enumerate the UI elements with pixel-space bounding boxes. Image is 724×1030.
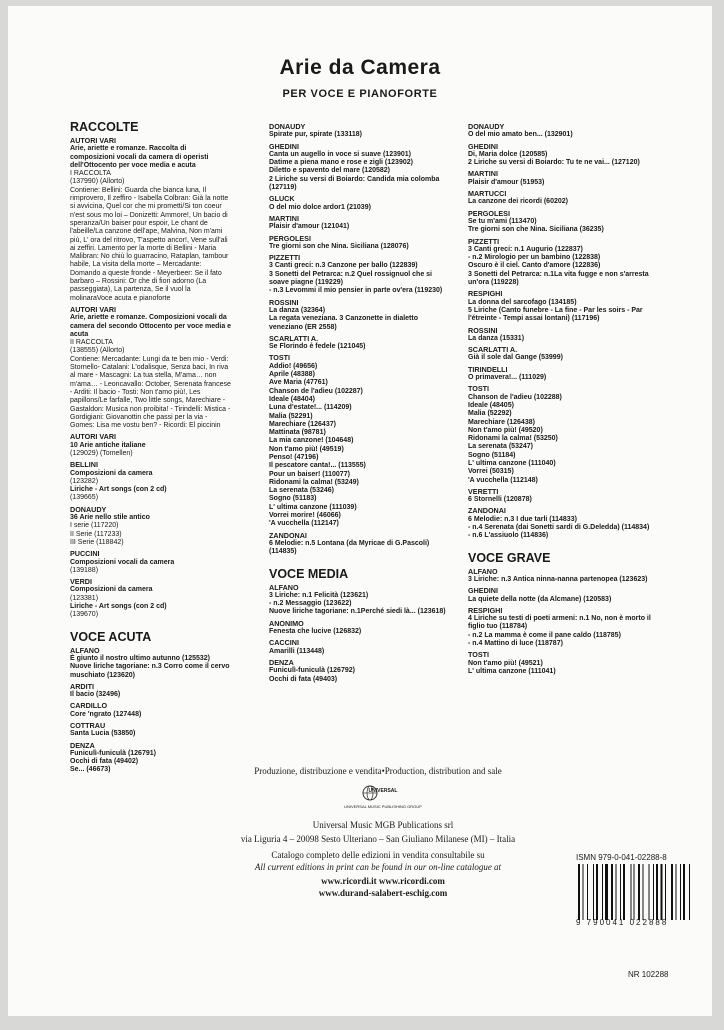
barcode-bar (596, 864, 598, 920)
composer-name: AUTORI VARI (70, 136, 117, 145)
composer-name: CARDILLO (70, 701, 108, 711)
composer-name: ZANDONAI (468, 506, 506, 516)
work-title: L' ultima canzone (111039) (269, 503, 357, 511)
website-durand-link[interactable]: www.durand-salabert-eschig.com (318, 888, 448, 898)
composer-name: GHEDINI (468, 586, 498, 596)
work-title: È giunto il nostro ultimo autunno (125532) (70, 654, 211, 662)
work-title: 10 Arie antiche italiane (70, 441, 146, 449)
work-detail: II Serie (117233) (70, 530, 122, 538)
barcode-bar (653, 864, 654, 920)
work-title: Chanson de l'adieu (102287) (269, 387, 363, 395)
work-title: 3 Liriche: n.3 Antica ninna-nanna partenopea (123623) (468, 575, 648, 583)
work-title: La canzone dei ricordi (60202) (468, 198, 568, 206)
work-detail: (139670) (70, 611, 99, 619)
composer-name: PIZZETTI (468, 236, 500, 246)
work-title: La mia canzone! (104648) (269, 437, 354, 445)
barcode-bar (602, 864, 603, 920)
work-title: - n.2 Mirologio per un bambino (122838) (468, 254, 601, 262)
work-title: Ideale (48405) (468, 401, 514, 409)
composer-name: GLUCK (269, 194, 295, 204)
composer-name: AUTORI VARI (70, 432, 117, 442)
composer-name: DONAUDY (269, 122, 306, 131)
work-title: Nuove liriche tagoriane: n.3 Corro come il cervo muschiato (123620) (70, 663, 230, 679)
work-title: Pour un baiser! (110077) (269, 470, 350, 478)
work-title: Di, Maria dolce (120585) (468, 150, 548, 158)
work-title: Amarilli (113448) (269, 647, 325, 655)
work-title: Chanson de l'adieu (102288) (468, 393, 562, 401)
work-detail: Contiene: Mercadante: Lungi da te ben mio - Verdi: Stornello- Catalani: L'odalisque, Senza baci, In riva al mare - Mascagni: La tua stella, M'ama… non m'ama… - Leoncavallo: October, Serenata francese - Arditi: Il bacio - Tosti: Non t'amo più!, Les papillons/Le farfalle, Two little songs, Marechiare - Gastaldon: Musica non proibita! - Tirindelli: Mistica - Gordigiani: Giovanottin che passi per la via - Gomes: Lisa me vostu ben? - Ricordi: El piccinin (70, 355, 231, 430)
barcode-bar (683, 864, 685, 920)
work-title: Arie, ariette e romanze. Composizioni vocali da camera del secondo Ottocento per voce media e acuta (70, 314, 232, 338)
work-title: Sogno (51184) (468, 451, 516, 459)
composer-name: VERDI (70, 577, 92, 587)
work-title: 6 Melodie: n.3 I due tarli (114833) (468, 515, 577, 523)
barcode-bar (665, 864, 666, 920)
work-title: Non t'amo più! (49520) (468, 426, 543, 434)
barcode-bar (680, 864, 681, 920)
work-title: O del mio amato ben... (132901) (468, 131, 573, 139)
composer-name: TOSTI (468, 650, 490, 660)
composer-name: DENZA (70, 740, 95, 750)
barcode-bar (649, 864, 650, 920)
composer-name: RESPIGHI (468, 605, 503, 615)
work-detail: Contiene: Bellini: Guarda che bianca luna, Il rimprovero, Il zeffiro - Isabella Colbran: Già la notte si avvicina, Quel cor che mi prometti/Si ton coeur n'est sous mo loi – Donizetti: Ammore!, Un bacio di speranza/Un baiser pour espoir, Le chant de l'abeille/La canzone dell'ape, Malvina, Non m'ami più, L' ora del ritrovo, T'aspetto ancor!, Vene sull'ali ai zeffiri. Lamento per la morte di Bellini - Maria Malibran: No chiù lo guarracino, Rataplan, tambour habile, La visita della morte – Mercadante: Domando a queste fronde - Meyerbeer: Se il fato barbaro – Rossini: Or che di fiori adorno (La passeggiata), La partenza, Se il vuol la molinaraVoce acuta e pianoforte (70, 186, 229, 302)
work-title: Occhi di fata (49402) (70, 758, 139, 766)
work-title: Sogno (51183) (269, 495, 317, 503)
production-line: Produzione, distribuzione e vendita•Production, distribution and sale (254, 766, 502, 776)
barcode-bar (578, 864, 580, 920)
work-title: L' ultima canzone (111041) (468, 667, 556, 675)
work-detail: (137990) (Allorto) (70, 178, 125, 186)
work-title: La danza (32364) (269, 306, 326, 314)
composer-name: PERGOLESI (468, 208, 510, 218)
work-title: Core 'ngrato (127448) (70, 710, 142, 718)
work-detail: (129029) (Tomellen) (70, 449, 133, 457)
work-title: - n.6 L'assiuolo (114836) (468, 532, 549, 540)
voce-acuta-cont-list (269, 123, 449, 557)
work-title: - n.4 Serenata (dai Sonetti sardi di G.Deledda) (114834) (468, 524, 650, 532)
work-title: Se tu m'ami (113470) (468, 217, 537, 225)
work-title: Datime a piena mano e rose e zigli (123902) (269, 159, 413, 167)
composer-name: GHEDINI (468, 141, 498, 151)
catalogue-italian: Catalogo completo delle edizioni in vendita consultabile su (271, 850, 485, 860)
composer-name: CACCINI (269, 638, 299, 648)
work-title: Liriche - Art songs (con 2 cd) (70, 603, 167, 611)
section-raccolte-heading: RACCOLTE (70, 120, 139, 134)
barcode-bar (671, 864, 673, 920)
page-subtitle: PER VOCE E PIANOFORTE (282, 88, 438, 100)
work-title: Plaisir d'amour (121041) (269, 223, 350, 231)
work-title: 6 Stornelli (120878) (468, 496, 532, 504)
work-title: Ridonami la calma! (53250) (468, 435, 558, 443)
barcode-bar (583, 864, 584, 920)
composer-name: SCARLATTI A. (269, 333, 319, 343)
work-title: Arie, ariette e romanze. Raccolta di composizioni vocali da camera di operisti dell'Ottocento per voce media e acuta (70, 145, 209, 169)
barcode-bar (611, 864, 613, 920)
work-detail: III Serie (118842) (70, 538, 124, 546)
section-voce-grave-heading: VOCE GRAVE (468, 550, 551, 565)
barcode-bar (638, 864, 640, 920)
work-title: Penso! (47196) (269, 453, 319, 461)
barcode-bar (643, 864, 644, 920)
barcode-bar (656, 864, 658, 920)
work-title: Ave Maria (47761) (269, 379, 328, 387)
work-title: Funiculì-funiculà (126792) (269, 667, 355, 675)
work-detail: I serie (117220) (70, 522, 119, 530)
voce-media-list (269, 584, 449, 684)
work-detail: (138555) (Allorto) (70, 347, 125, 355)
work-detail: I RACCOLTA (70, 170, 111, 178)
work-detail: (139665) (70, 494, 99, 502)
composer-name: ALFANO (468, 566, 498, 576)
work-title: 2 Liriche su versi di Boiardo: Candida mia colomba (127119) (269, 175, 440, 192)
work-title: Vorrei (50315) (468, 468, 514, 476)
work-title: La serenata (53246) (269, 487, 334, 495)
raccolte-list (70, 137, 232, 620)
work-title: Funiculì-funiculà (126791) (70, 749, 156, 757)
composer-name: MARTINI (468, 169, 498, 179)
work-title: Marechiare (126437) (269, 420, 336, 428)
composer-name: TOSTI (468, 384, 490, 394)
work-title: Santa Lucia (53850) (70, 730, 136, 738)
work-title: Liriche - Art songs (con 2 cd) (70, 486, 167, 494)
work-title: Composizioni da camera (70, 586, 153, 594)
composer-name: AUTORI VARI (70, 304, 117, 314)
composer-name: ARDITI (70, 681, 94, 691)
work-title: Fenesta che lucive (126832) (269, 628, 362, 636)
logo-subtext: UNIVERSAL MUSIC PUBLISHING GROUP (344, 804, 422, 809)
work-title: La serenata (53247) (468, 443, 533, 451)
work-title: La quiete della notte (da Alcmane) (120583) (468, 595, 612, 603)
catalogue-number: NR 102288 (628, 970, 669, 979)
company-address: via Liguria 4 – 20098 Sesto Ulteriano – San Giuliano Milanese (MI) – Italia (240, 834, 516, 844)
composer-name: DONAUDY (70, 504, 107, 514)
barcode-bar (587, 864, 588, 920)
section-voce-acuta-heading: VOCE ACUTA (70, 629, 152, 644)
voce-acuta-list (70, 647, 232, 775)
work-title: 5 Liriche (Canto funebre - La fine - Par les soirs - Par l'étreinte - Tempi assai lontani) (117196) (468, 306, 643, 323)
composer-name: MARTUCCI (468, 189, 507, 199)
barcode-bar (661, 864, 663, 920)
barcode-number: 9 790041 022888 (576, 918, 669, 927)
work-title: Canta un augello in voce si suave (123901) (269, 150, 411, 158)
work-title: Addio! (49656) (269, 362, 318, 370)
work-title: Composizioni vocali da camera (70, 558, 175, 566)
work-title: Oscuro è il ciel. Canto d'amore (122836) (468, 262, 601, 270)
composer-name: MARTINI (269, 213, 299, 223)
work-title: 4 Liriche su testi di poeti armeni: n.1 No, non è morto il figlio tuo (118784) (468, 615, 651, 631)
work-title: Tre giorni son che Nina. Siciliana (36235) (468, 226, 604, 234)
company-name: Universal Music MGB Publications srl (312, 820, 454, 830)
work-title: 'A vucchella (112148) (468, 476, 538, 484)
barcode-bar (620, 864, 621, 920)
composer-name: TIRINDELLI (468, 364, 508, 374)
voce-media-cont-list (468, 123, 656, 541)
composer-name: DONAUDY (468, 122, 505, 131)
column-right (468, 120, 656, 676)
work-title: L' ultima canzone (111040) (468, 459, 556, 467)
work-title: Composizioni da camera (70, 469, 153, 477)
work-title: Ideale (48404) (269, 395, 315, 403)
work-detail: (123282) (70, 477, 99, 485)
work-detail: (123381) (70, 594, 99, 602)
barcode-bar (676, 864, 677, 920)
composer-name: ROSSINI (269, 297, 299, 307)
work-title: Vorrei morire! (46066) (269, 512, 341, 520)
barcode-bar (605, 864, 608, 920)
work-title: - n.2 Messaggio (123622) (269, 600, 352, 608)
work-title: Ridonami la calma! (53249) (269, 478, 359, 486)
composer-name: COTTRAU (70, 721, 106, 730)
work-title: Nuove liriche tagoriane: n.1Perché siedi là... (123618) (269, 608, 446, 616)
composer-name: ANONIMO (269, 618, 304, 628)
composer-name: PIZZETTI (269, 253, 301, 263)
website-ricordi-link[interactable]: www.ricordi.it www.ricordi.com (321, 876, 445, 886)
work-title: - n.2 La mamma è come il pane caldo (118785) (468, 631, 621, 639)
work-title: 3 Sonetti del Petrarca: n.1La vita fugge e non s'arresta un'ora (119228) (468, 270, 649, 287)
work-title: Il pescatore canta!... (113555) (269, 462, 366, 470)
ismn-code: ISMN 979-0-041-02288-8 (576, 853, 667, 862)
work-title: Marechiare (126438) (468, 418, 535, 426)
composer-name: PUCCINI (70, 549, 100, 559)
barcode-bar (634, 864, 635, 920)
work-title: Spirate pur, spirate (133118) (269, 131, 362, 139)
composer-name: SCARLATTI A. (468, 345, 518, 355)
work-title: Il bacio (32496) (70, 691, 121, 699)
work-title: Se Florindo è fedele (121045) (269, 343, 366, 351)
work-title: - n.3 Levommi il mio pensier in parte ov'era (119230) (269, 287, 443, 295)
work-title: 36 Arie nello stile antico (70, 514, 150, 522)
work-title: O del mio dolce ardor1 (21039) (269, 203, 371, 211)
work-title: 'A vucchella (112147) (269, 520, 339, 528)
work-title: Se... (46673) (70, 766, 111, 774)
work-title: Mattinata (98781) (269, 429, 326, 437)
composer-name: ALFANO (269, 582, 299, 592)
composer-name: BELLINI (70, 460, 98, 470)
work-title: Malia (52292) (468, 410, 512, 418)
work-title: La regata veneziana. 3 Canzonette in dialetto veneziano (ER 2558) (269, 315, 418, 331)
work-title: 2 Liriche su versi di Boiardo: Tu te ne vai... (127120) (468, 159, 640, 167)
barcode-bar (623, 864, 625, 920)
work-title: Luna d'estate!... (114209) (269, 404, 352, 412)
work-title: Diletto e spavento del mare (120582) (269, 167, 390, 175)
composer-name: ROSSINI (468, 325, 498, 335)
work-title: 6 Melodie: n.5 Lontana (da Myricae di G.Pascoli) (114835) (269, 539, 430, 556)
work-title: Tre giorni son che Nina. Siciliana (128076) (269, 242, 409, 250)
work-title: La donna del sarcofago (134185) (468, 298, 577, 306)
composer-name: ALFANO (70, 645, 100, 655)
composer-name: VERETTI (468, 486, 499, 496)
composer-name: PERGOLESI (269, 233, 311, 243)
logo-text: UNIVERSAL (368, 788, 398, 794)
voce-grave-list (468, 568, 656, 677)
work-detail: II RACCOLTA (70, 339, 113, 347)
composer-name: TOSTI (269, 353, 291, 363)
work-title: 3 Canti greci: n.3 Canzone per ballo (122839) (269, 262, 418, 270)
work-title: O primavera!... (111029) (468, 374, 547, 382)
barcode-bar (689, 864, 690, 920)
catalogue-english: All current editions in print can be found in our on-line catalogue at (254, 862, 502, 872)
composer-name: GHEDINI (269, 141, 299, 151)
work-title: Aprile (48388) (269, 371, 315, 379)
column-left (70, 120, 232, 775)
work-title: Occhi di fata (49403) (269, 675, 338, 683)
work-title: 3 Canti greci: n.1 Augurio (122837) (468, 245, 583, 253)
composer-name: RESPIGHI (468, 289, 503, 299)
work-title: 3 Liriche: n.1 Felicità (123621) (269, 591, 369, 599)
barcode-bar (593, 864, 594, 920)
work-title: Plaisir d'amour (51953) (468, 178, 545, 186)
work-title: La danza (15331) (468, 334, 525, 342)
work-title: Malia (52291) (269, 412, 313, 420)
column-middle (269, 120, 449, 684)
barcode-image (576, 864, 708, 920)
barcode-bar (616, 864, 617, 920)
composer-name: DENZA (269, 657, 294, 667)
page-title: Arie da Camera (279, 56, 441, 79)
section-voce-media-heading: VOCE MEDIA (269, 566, 349, 581)
back-cover-page (8, 6, 712, 1016)
work-detail: (139188) (70, 566, 99, 574)
work-title: - n.4 Mattino di luce (118787) (468, 640, 563, 648)
work-title: Già il sole dal Gange (53999) (468, 354, 563, 362)
work-title: 3 Sonetti del Petrarca: n.2 Quel rossignuol che si soave piagne (119229) (269, 270, 432, 287)
composer-name: ZANDONAI (269, 530, 307, 540)
barcode-bar (631, 864, 632, 920)
work-title: Non t'amo più! (49521) (468, 659, 543, 667)
work-title: Non t'amo più! (49519) (269, 445, 344, 453)
